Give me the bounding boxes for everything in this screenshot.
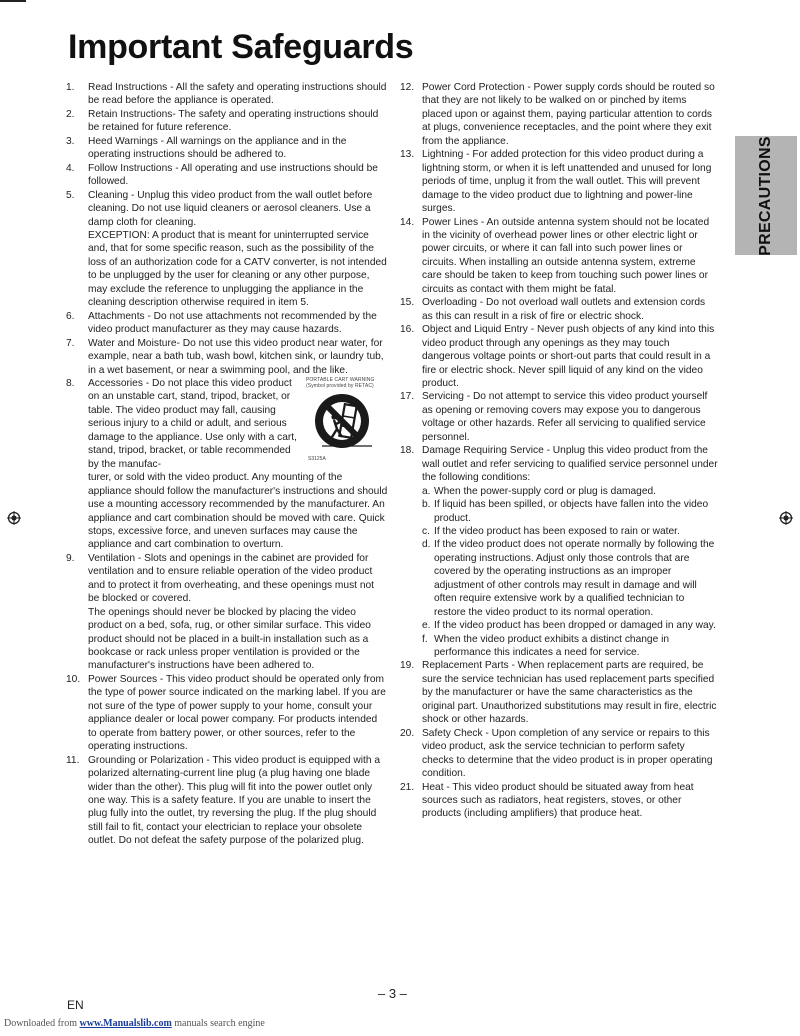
condition-letter: c.	[422, 525, 430, 537]
condition-text: If the video product has been exposed to rain or water.	[434, 525, 680, 537]
condition-letter: e.	[422, 620, 431, 632]
item-text: Damage Requiring Service - Unplug this video product from the wall outlet and refer servicing to qualified service personnel under the following conditions:	[422, 445, 718, 484]
condition-e	[422, 619, 718, 632]
tipping-cart-warning-icon	[312, 391, 374, 453]
safeguard-item-19	[400, 659, 718, 726]
safeguards-column-left	[66, 81, 388, 848]
safeguard-item-16	[400, 323, 718, 390]
item-exception-text: EXCEPTION: A product that is meant for uninterrupted service and, that for some specific reason, such as the possibility of the loss of an authorization code for a CATV converter, is not intended to be unplugged by the user for cleaning or any other purpose, may exclude the reference to unplugging the appliance in the cleaning description otherwise required in item 5.	[88, 229, 387, 309]
item-text: Read Instructions - All the safety and operating instructions should be read before the appliance is operated.	[88, 82, 387, 107]
page-title: Important Safeguards	[68, 28, 414, 66]
item-number: 4.	[66, 162, 75, 174]
item-number: 1.	[66, 82, 75, 93]
item-text: Heat - This video product should be situated away from heat sources such as radiators, heat registers, stoves, or other products (including amplifiers) that produce heat.	[422, 781, 694, 820]
safeguard-item-9	[66, 552, 388, 673]
safeguard-item-20	[400, 727, 718, 781]
item-text: Attachments - Do not use attachments not recommended by the video product manufacturer as they may cause hazards.	[88, 310, 377, 336]
condition-letter: a.	[422, 485, 431, 497]
item-text: Overloading - Do not overload wall outlets and extension cords as this can result in a risk of fire or electric shock.	[422, 297, 706, 322]
item-number: 16.	[400, 324, 415, 336]
item-text: Replacement Parts - When replacement parts are required, be sure the service technician has used replacement parts specified by the manufacturer or have the same characteristics as the original part. Unauthorized substitutions may result in fire, electric shock or other hazards.	[422, 660, 717, 726]
item-number: 12.	[400, 82, 415, 93]
item-text: Power Cord Protection - Power supply cords should be routed so that they are not likely to be walked on or pinched by items placed upon or against them, paying particular attention to cords at plugs, convenience receptacles, and the point where they exit from the appliance.	[422, 82, 715, 147]
item-text: Heed Warnings - All warnings on the appliance and in the operating instructions should be adhered to.	[88, 135, 347, 161]
condition-text: If the video product does not operate normally by following the operating instructions. Adjust only those controls that are covered by the operating instructions as an improper adjustment of other controls may result in damage and will often require extensive work by a qualified technician to restore the video product to its normal operation.	[434, 539, 715, 618]
item-number: 13.	[400, 149, 415, 161]
safeguard-item-6	[66, 310, 388, 337]
portable-cart-warning	[306, 377, 388, 466]
item-body	[88, 552, 388, 673]
condition-f	[422, 633, 718, 660]
item-text: Grounding or Polarization - This video product is equipped with a polarized alternating-current line plug (a plug having one blade wider than the other). This plug will fit into the power outlet only one way. This is a safety feature. If you are unable to insert the plug fully into the outlet, try reversing the plug. If the plug should still fail to fit, contact your electrician to replace your obsolete outlet. Do not defeat the safety purpose of the polarized plug.	[88, 754, 381, 847]
item-text: Cleaning - Unplug this video product from the wall outlet before cleaning. Do not use liquid cleaners or aerosol cleaners. Use a damp cloth for cleaning.	[88, 189, 373, 228]
item-number: 8.	[66, 377, 75, 389]
condition-text: If the video product has been dropped or damaged in any way.	[434, 620, 716, 632]
safeguard-item-13	[400, 148, 718, 215]
condition-letter: b.	[422, 499, 431, 511]
registration-mark-icon	[7, 511, 21, 525]
language-code: EN	[67, 998, 84, 1012]
crop-mark	[0, 0, 26, 2]
item-text: Object and Liquid Entry - Never push objects of any kind into this video product through any openings as they may touch dangerous voltage points or short-out parts that could result in a fire or electric shock. Never spill liquid of any kind on the video product.	[422, 324, 715, 389]
condition-text: When the power-supply cord or plug is damaged.	[434, 485, 656, 497]
item-text: Retain Instructions- The safety and operating instructions should be retained for future reference.	[88, 108, 379, 134]
safeguard-item-7	[66, 337, 388, 377]
item-number: 7.	[66, 337, 75, 349]
condition-d	[422, 538, 718, 619]
item-text: Water and Moisture- Do not use this video product near water, for example, near a bath tub, wash bowl, kitchen sink, or laundry tub, in a wet basement, or near a swimming pool, and the like.	[88, 337, 384, 376]
safeguard-item-1	[66, 81, 388, 108]
safeguard-item-3	[66, 135, 388, 162]
item-text: Power Lines - An outside antenna system should not be located in the vicinity of overhead power lines or other electric light or power circuits, or where it can fall into such power lines or circuits. When installing an outside antenna system, extreme care should be taken to keep from touching such power lines or circuits as contact with them might be fatal.	[422, 216, 710, 295]
item-number: 2.	[66, 108, 75, 120]
safeguard-item-14	[400, 216, 718, 297]
safeguard-item-17	[400, 390, 718, 444]
condition-b	[422, 498, 718, 525]
item-text: Power Sources - This video product should be operated only from the type of power source indicated on the marking label. If you are not sure of the type of power supply to your home, consult your appliance dealer or local power company. For products intended to operate from battery power, or other sources, refer to the operating instructions.	[88, 673, 386, 753]
condition-a	[422, 485, 718, 498]
safeguards-column-right	[400, 81, 718, 821]
item-body	[422, 444, 718, 659]
safeguard-item-8	[66, 377, 388, 552]
download-footer	[4, 1018, 265, 1029]
item-body	[88, 189, 388, 310]
condition-c	[422, 525, 718, 538]
item-number: 19.	[400, 660, 415, 672]
registration-mark-icon	[779, 511, 793, 525]
condition-text: If liquid has been spilled, or objects have fallen into the video product.	[434, 499, 709, 524]
safeguard-item-21	[400, 781, 718, 821]
safeguard-item-18	[400, 444, 718, 659]
condition-text: When the video product exhibits a distinct change in performance this indicates a need for service.	[434, 633, 670, 659]
item-number: 21.	[400, 781, 415, 793]
safeguard-item-2	[66, 108, 388, 135]
item-number: 10.	[66, 673, 81, 685]
item-number: 11.	[66, 754, 80, 766]
footer-suffix: manuals search engine	[171, 1018, 265, 1029]
item-number: 18.	[400, 445, 415, 457]
condition-letter: f.	[422, 633, 428, 645]
item-text: Safety Check - Upon completion of any service or repairs to this video product, ask the service technician to perform safety checks to determine that the video product is in proper operating condition.	[422, 727, 713, 780]
cart-warning-code: S3125A	[308, 455, 326, 462]
safeguard-item-5	[66, 189, 388, 310]
item-number: 9.	[66, 552, 75, 564]
item-text-continued: turer, or sold with the video product. Any mounting of the appliance should follow the manufacturer's instructions and should use a mounting accessory recommended by the manufacturer. An appliance and cart combination should be moved with care. Quick stops, excessive force, and uneven surfaces may cause the appliance and cart combination to overturn.	[88, 472, 388, 551]
safeguard-item-15	[400, 296, 718, 323]
cart-warning-caption: PORTABLE CART WARNING	[306, 376, 375, 383]
item-text: Servicing - Do not attempt to service this video product yourself as opening or removing covers may expose you to dangerous voltage or other hazards. Refer all servicing to qualified service personnel.	[422, 391, 708, 443]
safeguard-item-10	[66, 673, 388, 754]
safeguard-item-4	[66, 162, 388, 189]
safeguard-item-12	[400, 81, 718, 148]
item-number: 3.	[66, 135, 75, 147]
item-text: Ventilation - Slots and openings in the cabinet are provided for ventilation and to ensure reliable operation of the video product and to protect it from overheating, and these openings must not be blocked or covered.	[88, 552, 374, 605]
footer-prefix: Downloaded from	[4, 1018, 80, 1029]
condition-letter: d.	[422, 539, 431, 551]
manualslib-link[interactable]: www.Manualslib.com	[79, 1018, 172, 1029]
item-number: 17.	[400, 391, 415, 403]
cart-warning-subcaption: (Symbol provided by RETAC)	[306, 382, 374, 389]
item-number: 14.	[400, 216, 415, 228]
item-number: 15.	[400, 297, 415, 309]
item-number: 6.	[66, 310, 75, 322]
item-text: Lightning - For added protection for this video product during a lightning storm, or when it is left unattended and unused for long periods of time, unplug it from the wall outlet. This will prevent damage to the video product due to lightning and power-line surges.	[422, 149, 712, 215]
item-text-continued: The openings should never be blocked by placing the video product on a bed, sofa, rug, or other similar surface. This video product should not be placed in a built-in installation such as a bookcase or rack unless proper ventilation is provided or the manufacturer's instructions have been adhered to.	[88, 606, 371, 672]
item-number: 5.	[66, 189, 75, 201]
item-text: Accessories - Do not place this video product on an unstable cart, stand, tripod, bracket, or table. The video product may fall, causing serious injury to a child or adult, and serious damage to the appliance. Use only with a cart, stand, tripod, bracket, or table recommended by the manufac-	[88, 377, 297, 470]
section-tab-precautions	[735, 136, 797, 255]
page-number: – 3 –	[378, 986, 407, 1001]
safeguard-item-11	[66, 754, 388, 848]
item-number: 20.	[400, 727, 415, 739]
item-text: Follow Instructions - All operating and use instructions should be followed.	[88, 162, 378, 188]
item-body	[88, 377, 388, 552]
section-tab-label: PRECAUTIONS	[757, 135, 774, 256]
